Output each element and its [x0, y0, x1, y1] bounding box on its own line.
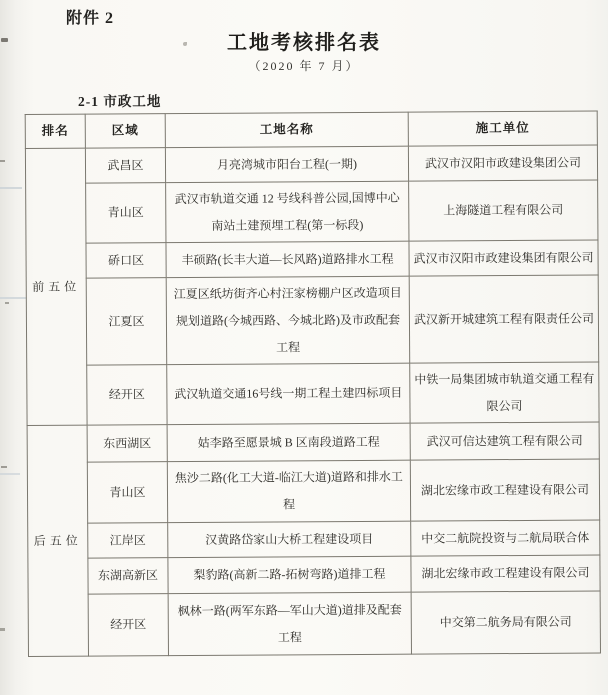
contractor-cell: 中交二航院投资与二航局联合体 — [411, 520, 600, 556]
table-row — [27, 422, 599, 462]
scan-artifact — [5, 302, 9, 304]
district-cell: 青山区 — [87, 462, 167, 523]
site-name-cell: 汉黄路岱家山大桥工程建设项目 — [168, 521, 411, 557]
table-row — [26, 180, 598, 243]
contractor-cell: 武汉市汉阳市政建设集团有限公司 — [409, 240, 598, 276]
contractor-cell: 武汉新开城建筑工程有限责任公司 — [409, 275, 599, 363]
table-row — [26, 240, 598, 278]
site-name-cell: 武汉轨道交通16号线一期工程土建四标项目 — [167, 363, 410, 424]
scan-artifact — [0, 160, 5, 162]
district-cell: 青山区 — [86, 183, 166, 243]
contractor-cell: 湖北宏缘市政工程建设有限公司 — [411, 555, 600, 592]
rank-group-label-bottom5: 后五位 — [27, 425, 88, 656]
table-row — [25, 145, 597, 183]
scan-artifact — [0, 187, 22, 189]
district-cell: 武昌区 — [85, 148, 165, 183]
document-title: 工地考核排名表 — [227, 32, 381, 54]
site-name-cell: 梨豹路(高新二路-拓树弯路)道排工程 — [168, 556, 411, 593]
table-row — [28, 520, 600, 558]
district-cell: 东湖高新区 — [88, 558, 168, 594]
site-name-cell: 焦沙二路(化工大道-临江大道)道路和排水工程 — [167, 460, 410, 522]
section-label: 2-1 市政工地 — [78, 94, 162, 109]
site-name-cell: 武汉市轨道交通 12 号线科普公园,国博中心南站土建预埋工程(第一标段) — [166, 181, 409, 242]
site-name-cell: 月亮湾城市阳台工程(一期) — [165, 146, 408, 182]
table-row — [26, 275, 599, 365]
attachment-label: 附件 2 — [66, 10, 115, 27]
district-cell: 经开区 — [88, 594, 168, 656]
ranking-table — [25, 111, 601, 657]
district-cell: 东西湖区 — [87, 425, 167, 462]
document-subtitle: （2020 年 7 月） — [248, 59, 360, 73]
district-cell: 硚口区 — [86, 243, 166, 278]
contractor-cell: 中铁一局集团城市轨道交通工程有限公司 — [410, 362, 599, 423]
site-name-cell: 枫林一路(两军东路—军山大道)道排及配套工程 — [168, 592, 411, 655]
table-header-site: 工地名称 — [165, 112, 408, 147]
table-header-contractor: 施工单位 — [408, 111, 597, 146]
site-name-cell: 姑李路至愿景城 B 区南段道路工程 — [167, 423, 410, 461]
scan-artifact — [0, 473, 20, 475]
district-cell: 江岸区 — [88, 523, 168, 558]
table-row — [28, 555, 600, 594]
contractor-cell: 中交第二航务局有限公司 — [411, 591, 600, 654]
district-cell: 经开区 — [87, 365, 167, 425]
table-header-row — [25, 111, 597, 148]
district-cell: 江夏区 — [86, 278, 167, 365]
table-row — [28, 591, 600, 656]
table-row — [27, 459, 599, 523]
contractor-cell: 武汉可信达建筑工程有限公司 — [410, 422, 599, 460]
contractor-cell: 武汉市汉阳市政建设集团公司 — [408, 145, 597, 181]
scan-artifact — [0, 628, 5, 631]
contractor-cell: 上海隧道工程有限公司 — [409, 180, 598, 241]
rank-group-label-top5: 前五位 — [25, 148, 87, 425]
site-name-cell: 丰硕路(长丰大道—长风路)道路排水工程 — [166, 241, 409, 277]
site-name-cell: 江夏区纸坊街齐心村汪家榜棚户区改造项目规划道路(今城西路、今城北路)及市政配套工程 — [166, 276, 410, 364]
scan-artifact — [0, 297, 26, 299]
contractor-cell: 湖北宏缘市政工程建设有限公司 — [410, 459, 599, 521]
scan-artifact — [1, 466, 7, 468]
table-row — [27, 362, 599, 425]
table-header-rank: 排名 — [25, 114, 85, 148]
table-header-district: 区域 — [85, 114, 165, 148]
